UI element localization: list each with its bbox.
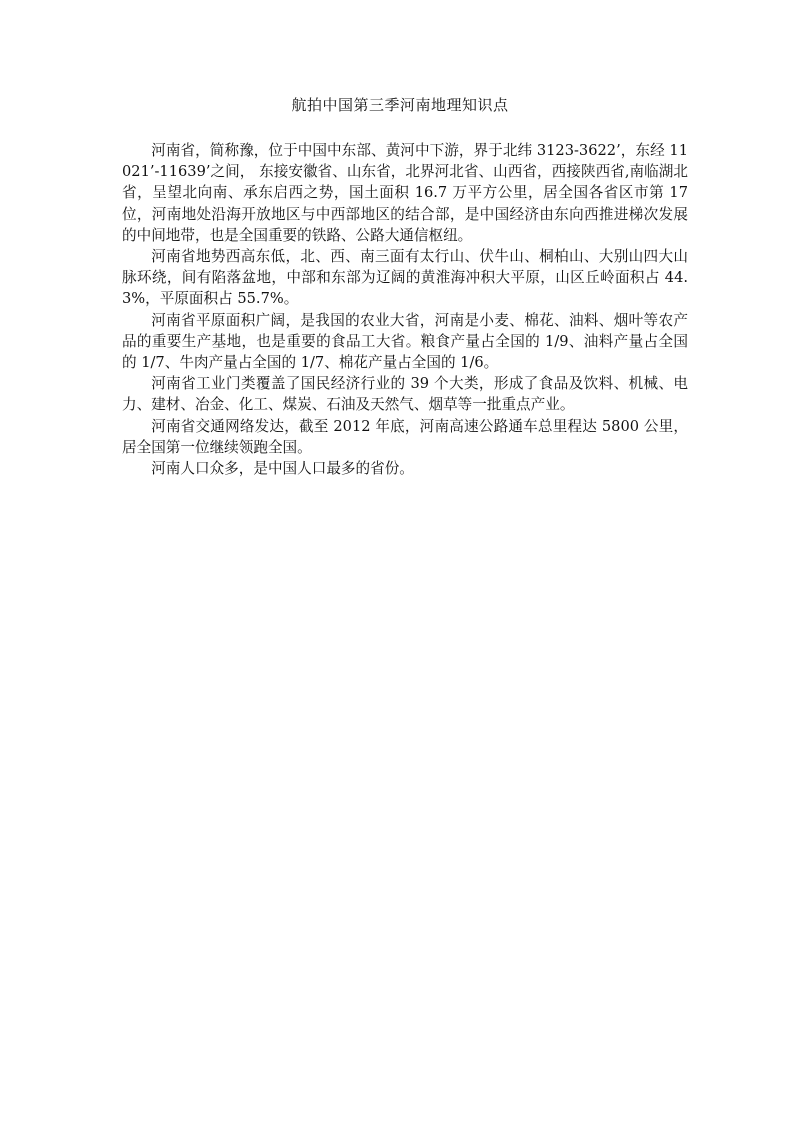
paragraph-industry: 河南省工业门类覆盖了国民经济行业的 39 个大类，形成了食品及饮料、机械、电力、建材、冶金、化工、煤炭、石油及天然气、烟草等一批重点产业。 (122, 375, 688, 414)
paragraph-transport: 河南省交通网络发达，截至 2012 年底，河南高速公路通车总里程达 5800 公里，居全国第一位继续领跑全国。 (122, 417, 688, 456)
paragraph-terrain: 河南省地势西高东低，北、西、南三面有太行山、伏牛山、桐柏山、大别山四大山脉环绕，间有陷落盆地，中部和东部为辽阔的黄淮海冲积大平原，山区丘岭面积占 44.3%，平原面积占 55.7%。 (122, 248, 688, 308)
document-body (122, 140, 688, 479)
paragraph-agriculture: 河南省平原面积广阔，是我国的农业大省，河南是小麦、棉花、油料、烟叶等农产品的重要生产基地，也是重要的食品工大省。粮食产量占全国的 1/9、油料产量占全国的 1/7、牛肉产量占全国的 1/7、棉花产量占全国的 1/6。 (122, 311, 688, 372)
paragraph-population: 河南人口众多，是中国人口最多的省份。 (151, 460, 414, 478)
paragraph-overview: 河南省，简称豫，位于中国中东部、黄河中下游，界于北纬 3123-3622’，东经 11021’-11639’之间， 东接安徽省、山东省，北界河北省、山西省，西接陕西省,南临湖北省，呈望北向南、承东启西之势，国土面积 16.7 万平方公里，居全国各省区市第 17 位，河南地处沿海开放地区与中西部地区的结合部，是中国经济由东向西推进梯次发展的中间地带，也是全国重要的铁路、公路大通信枢纽。 (122, 142, 688, 244)
document-title: 航拍中国第三季河南地理知识点 (291, 96, 509, 114)
